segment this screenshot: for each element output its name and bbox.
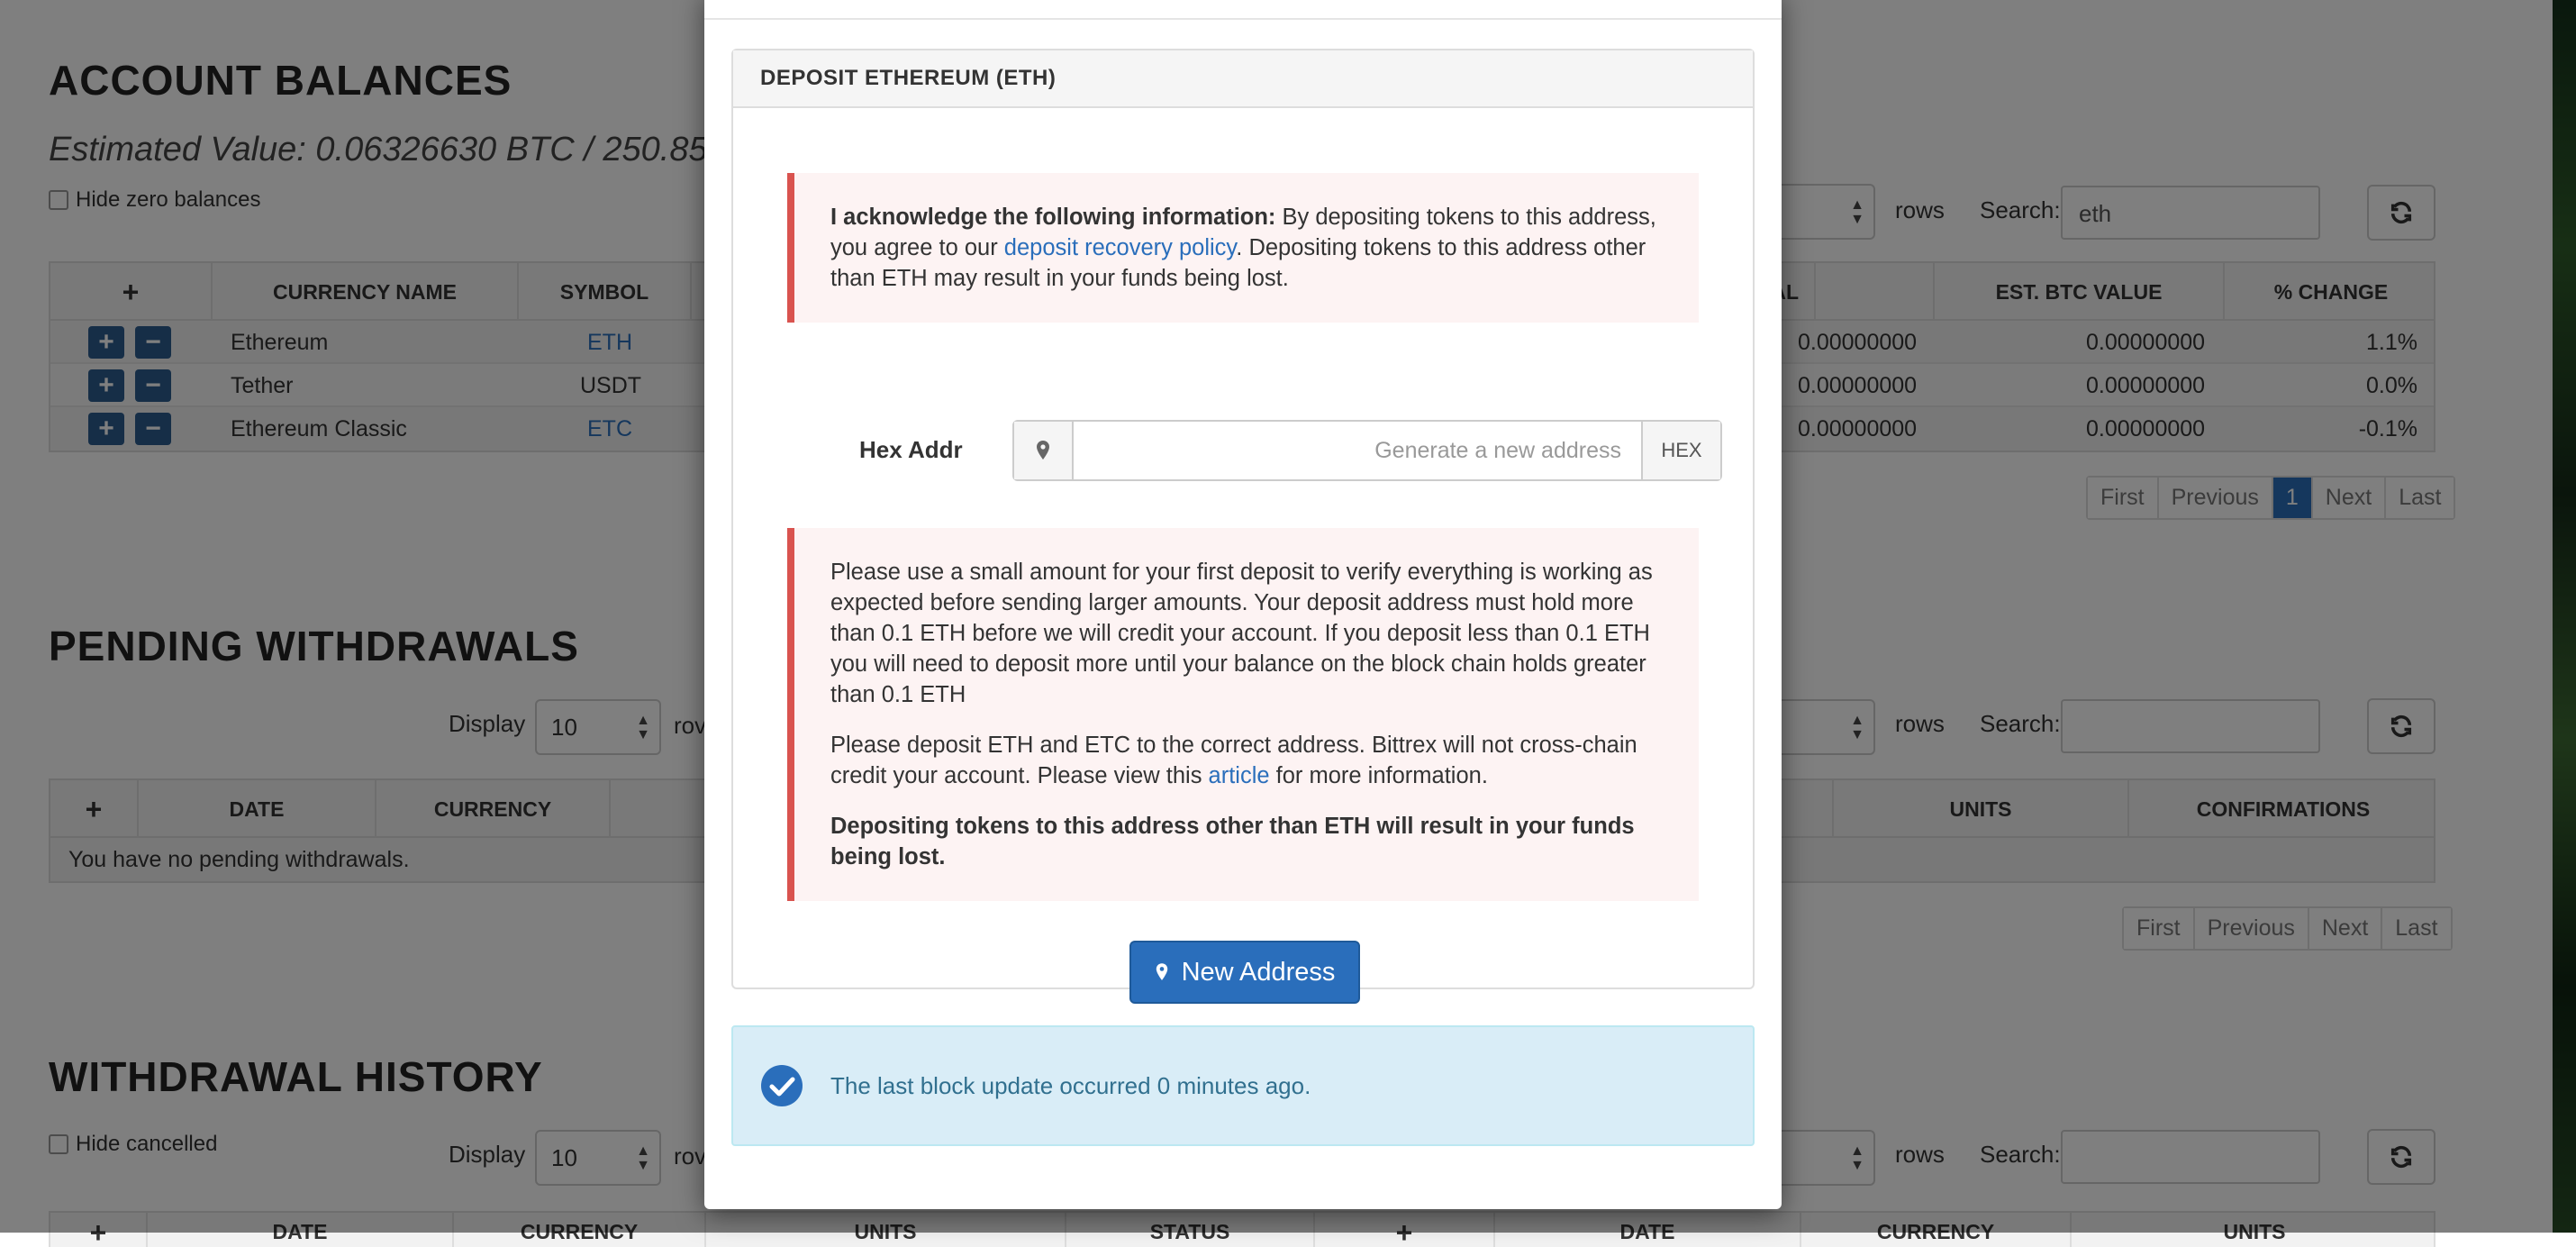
deposit-modal [704,0,1782,1209]
new-address-label: New Address [1181,957,1336,987]
hex-address-input[interactable]: Generate a new address [1374,437,1621,463]
warning-paragraph-2 [830,730,1663,791]
deposit-warning-alert [787,528,1699,901]
block-update-info [731,1025,1755,1146]
hex-address-input-group [1012,420,1722,481]
deposit-panel [731,49,1755,989]
acknowledge-heading: I acknowledge the following information: [830,205,1276,230]
deposit-recovery-policy-link[interactable]: deposit recovery policy [1003,235,1237,260]
warning-bold-text: Depositing tokens to this address other than ETH will result in your funds being lost. [830,814,1635,869]
map-marker-icon [1155,962,1169,982]
map-marker-icon [1014,422,1074,479]
warning-text-a: Please deposit ETH and ETC to the correct address. Bittrex will not cross-chain credit your account. Please view this [830,733,1637,788]
hex-addr-label: Hex Addr [859,436,963,463]
acknowledge-paragraph [830,202,1663,294]
warning-text-b: for more information. [1269,763,1488,788]
modal-header-divider [704,18,1782,20]
warning-paragraph-3 [830,811,1663,872]
warning-paragraph-1: Please use a small amount for your first deposit to verify everything is working as expected before sending larger amounts. Your deposit address must hold more than 0.1 ETH before we will credit your account. If you deposit less than 0.1 ETH you will need to deposit more until your balance on the block chain holds greater than 0.1 ETH [830,560,1653,707]
acknowledge-text-2: . Depositing tokens to this address other than ETH may result in your funds being lost. [830,235,1646,291]
acknowledge-text-1: By depositing tokens to this address, you agree to our [830,205,1656,260]
block-update-text: The last block update occurred 0 minutes ago. [830,1071,1311,1099]
acknowledge-alert [787,173,1699,323]
new-address-button[interactable] [1129,941,1360,1004]
check-circle-icon [760,1064,803,1107]
hex-addon: HEX [1641,422,1720,479]
deposit-panel-title: DEPOSIT ETHEREUM (ETH) [733,50,1753,108]
article-link[interactable]: article [1208,763,1270,788]
